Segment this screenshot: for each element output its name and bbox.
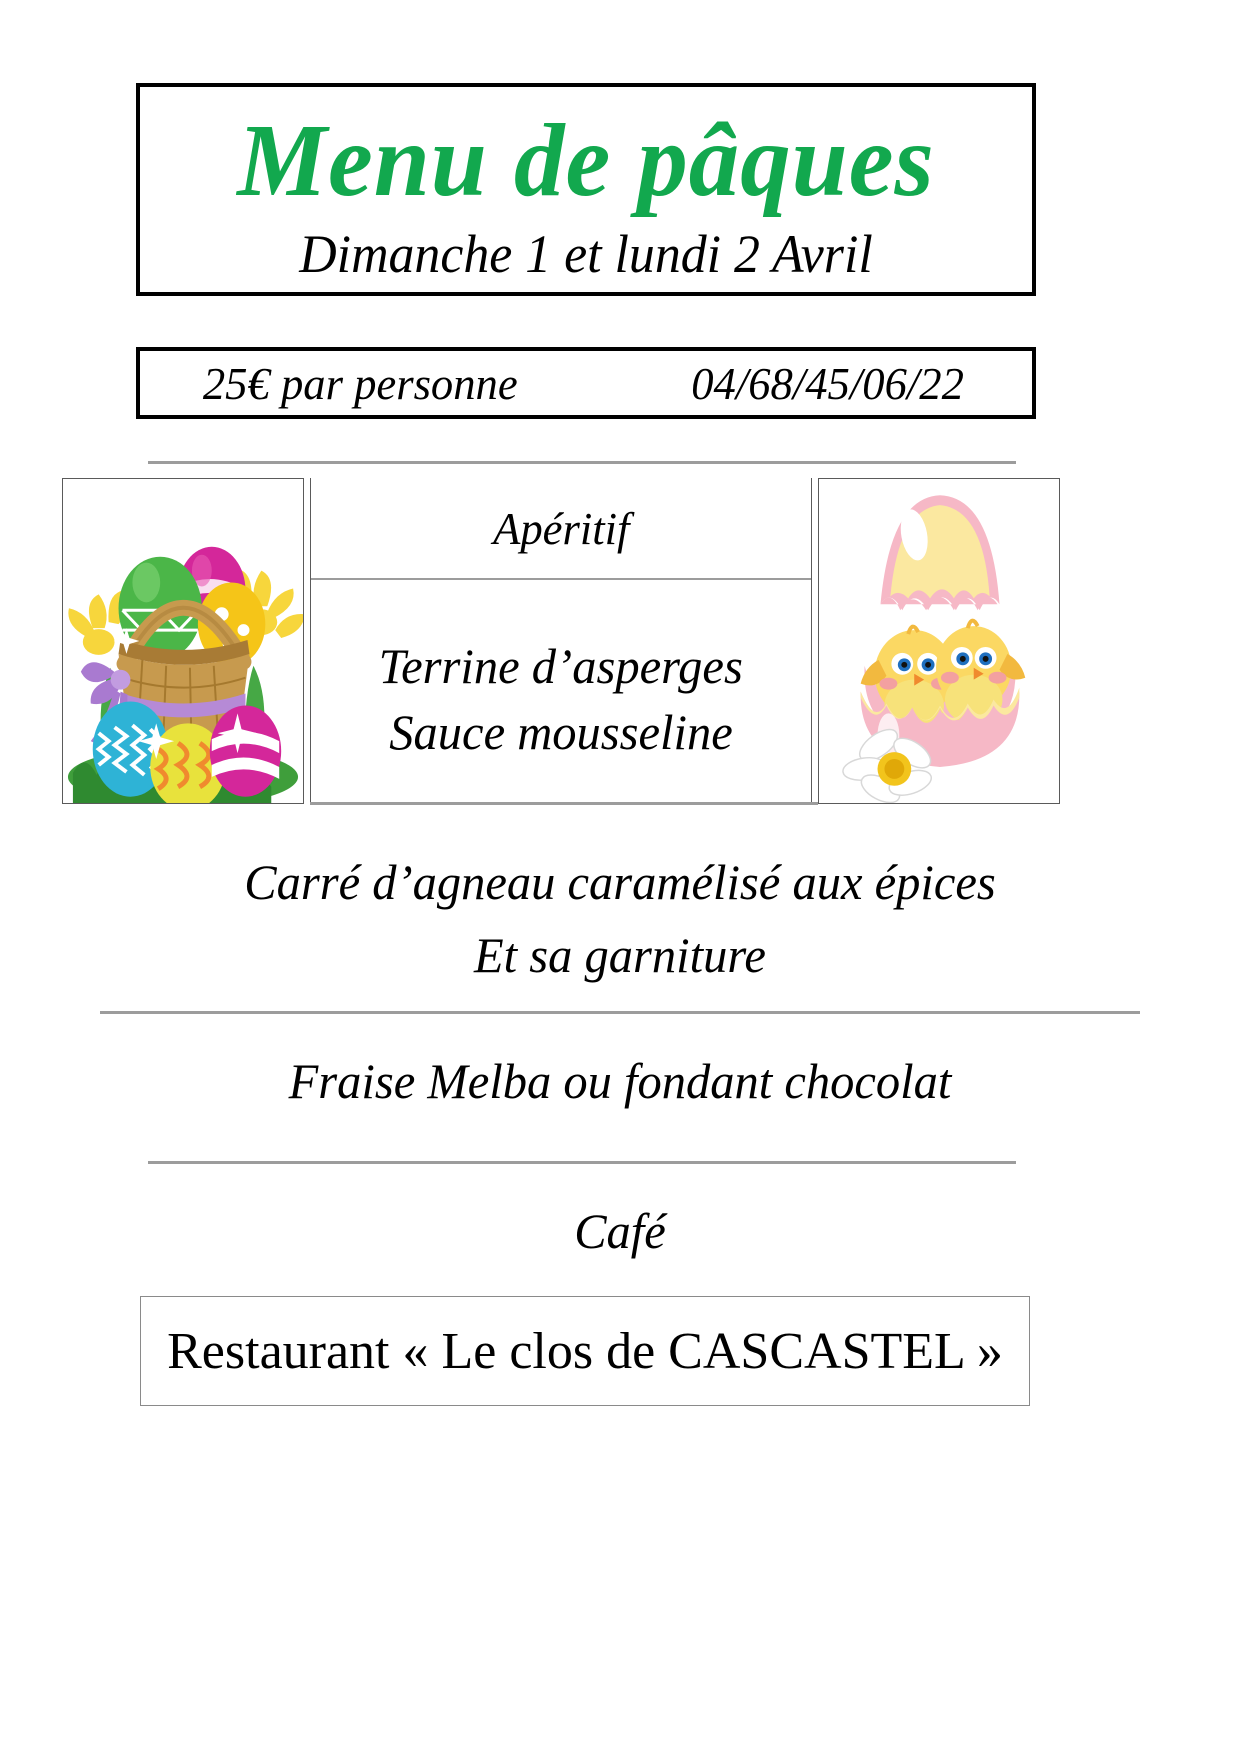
starter-row [62,478,1060,804]
easter-basket-image-frame [62,478,304,804]
easter-chicks-image-frame [818,478,1060,804]
price-box [136,347,1036,419]
starter-cell [311,580,811,804]
dessert-course [0,1052,1240,1110]
main-course [0,846,1240,991]
aperitif-cell [311,478,811,580]
coffee-course [0,1202,1240,1260]
dessert-line: Fraise Melba ou fondant chocolat [288,1053,952,1109]
page-title: Menu de pâques [237,103,935,218]
divider-top [148,461,1016,464]
divider-starter-bottom [310,802,818,805]
divider-middle [100,1011,1140,1014]
main-course-line-1: Carré d’agneau caramélisé aux épices [244,854,996,910]
easter-basket-illustration [63,479,303,803]
restaurant-name: Restaurant « Le clos de CASCASTEL » [167,1322,1003,1380]
starter-line-2: Sauce mousseline [389,704,733,760]
restaurant-box [140,1296,1030,1406]
easter-chicks-in-egg-illustration [819,479,1059,803]
phone-number: 04/68/45/06/22 [691,357,964,409]
starter-line-1: Terrine d’asperges [378,638,744,694]
page-subtitle: Dimanche 1 et lundi 2 Avril [299,224,873,284]
coffee-line: Café [574,1203,666,1259]
starter-text-column [310,478,812,804]
divider-dessert [148,1161,1016,1164]
price-per-person: 25€ par personne [202,357,518,409]
title-box [136,83,1036,296]
main-course-line-2: Et sa garniture [474,926,766,983]
aperitif-label: Apéritif [492,502,630,554]
